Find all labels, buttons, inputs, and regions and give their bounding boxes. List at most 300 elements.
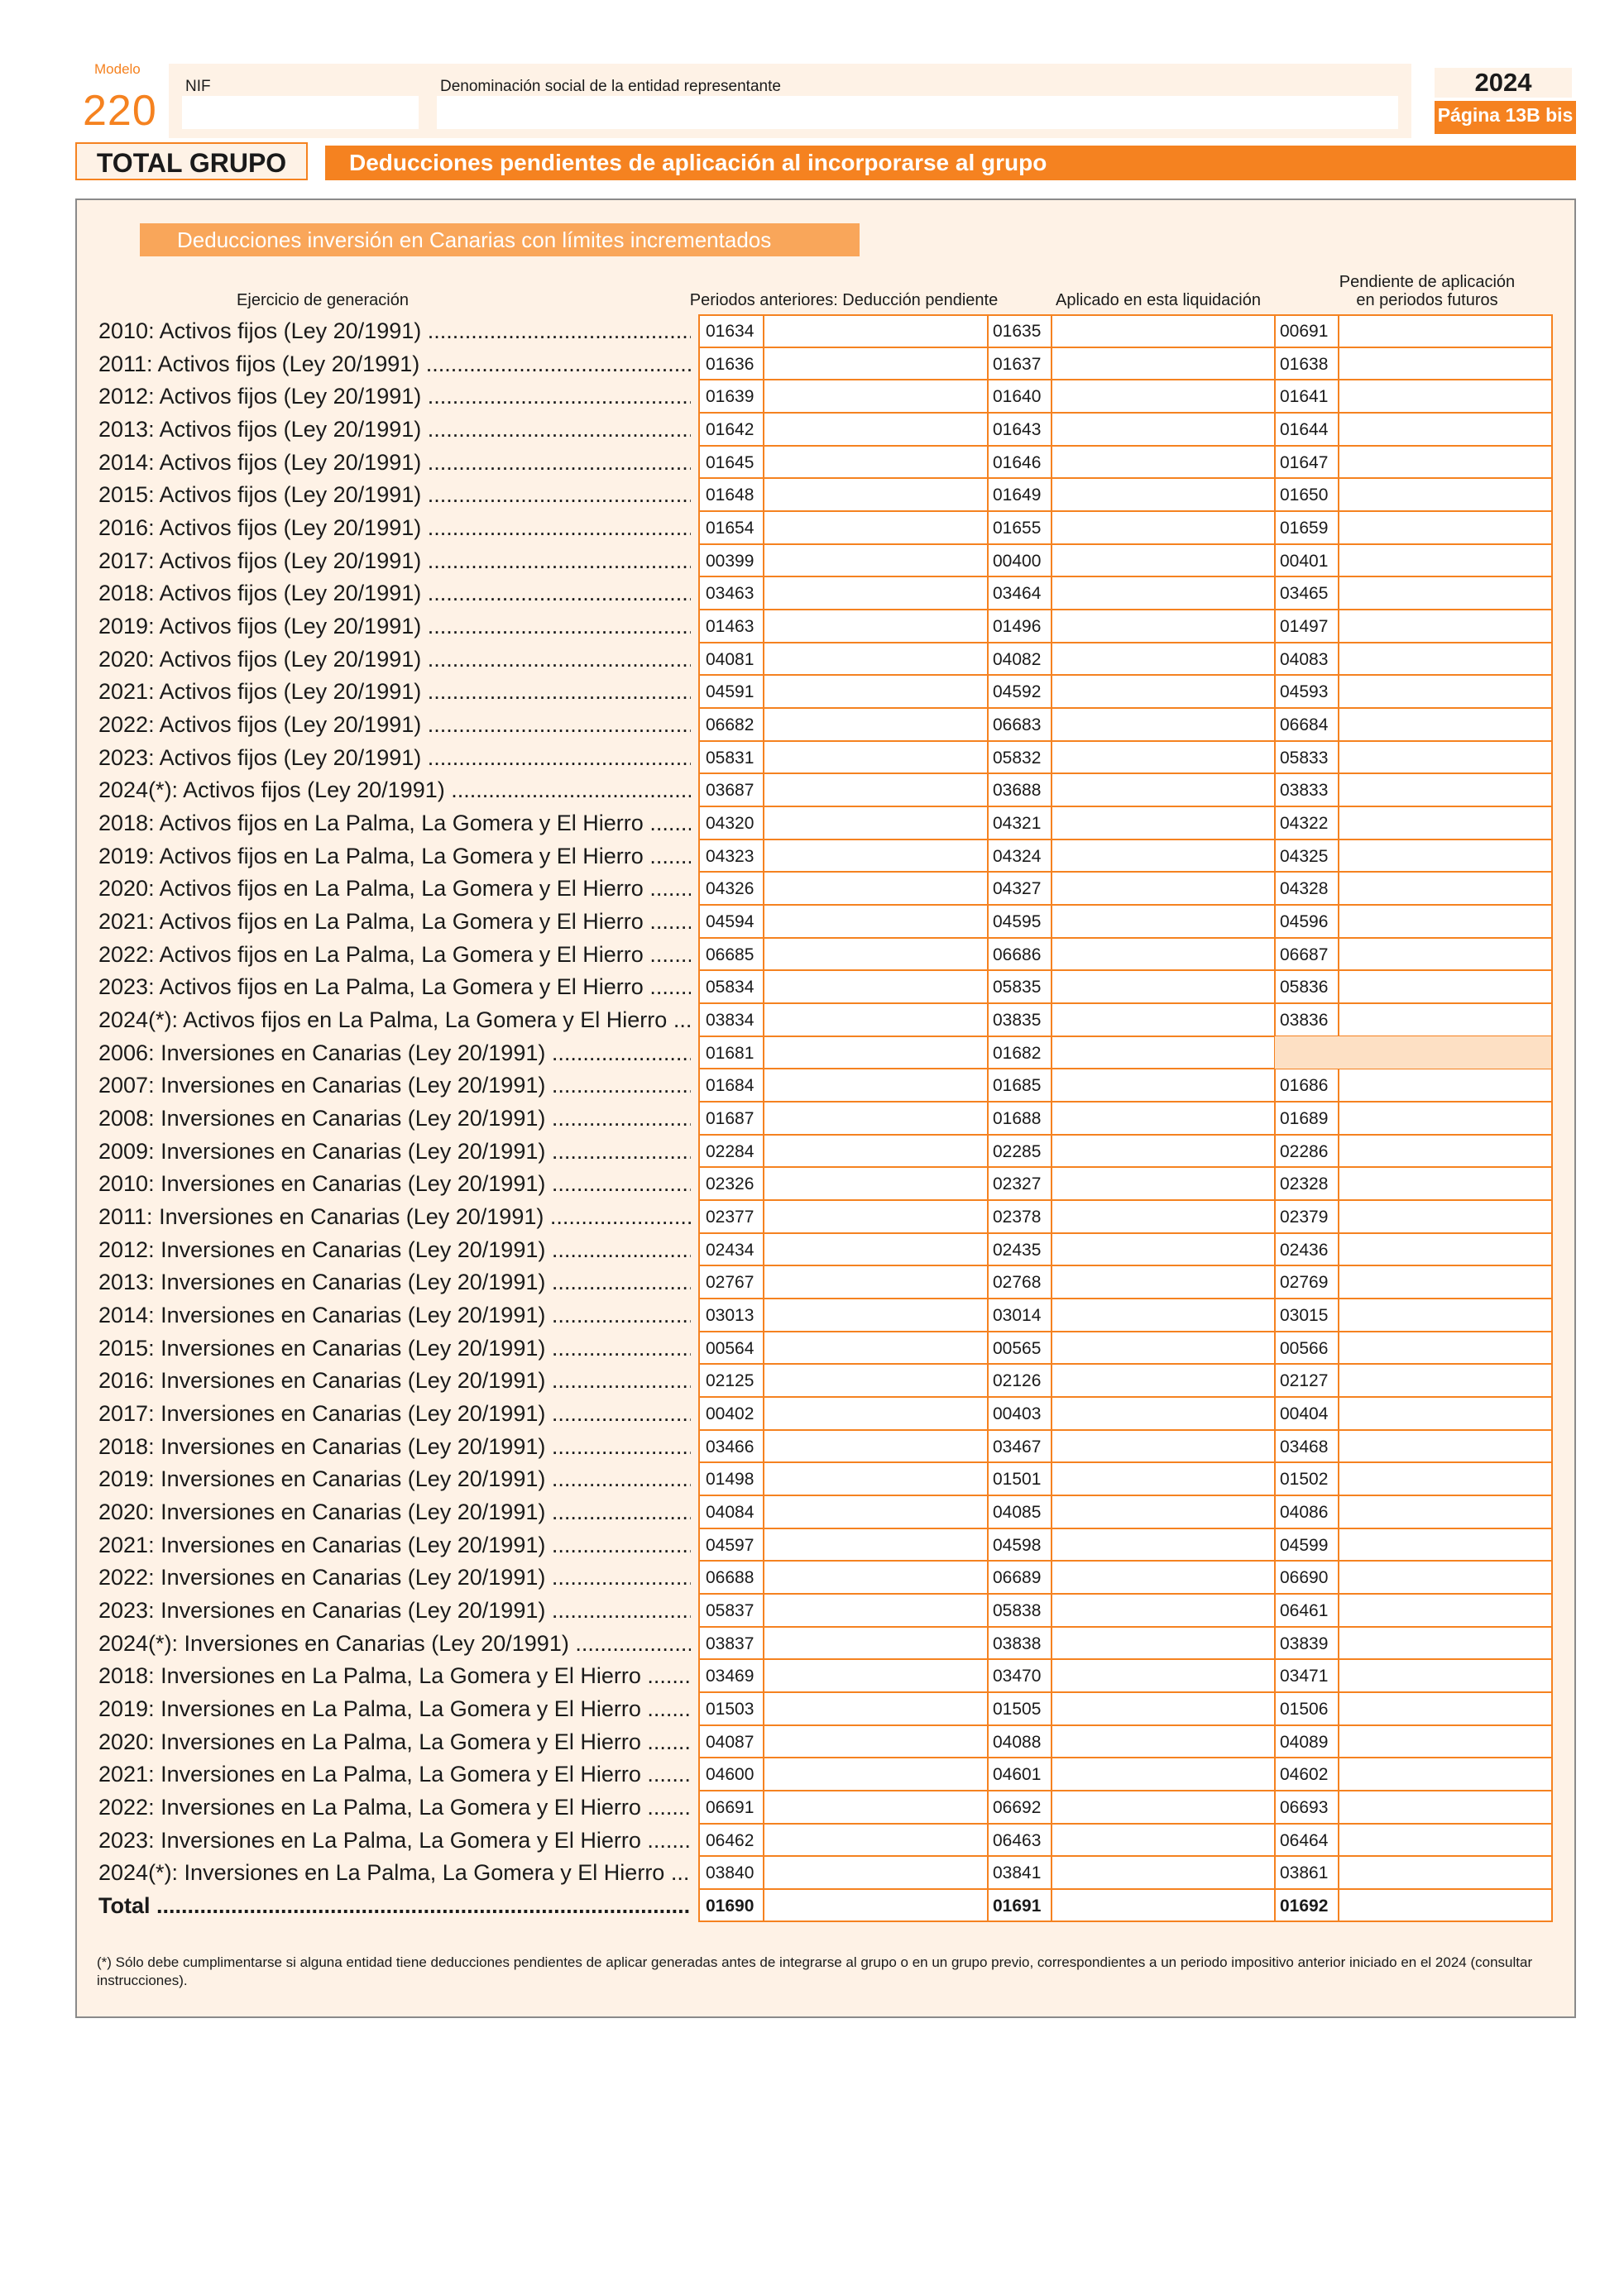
amount-field[interactable] [764, 1397, 986, 1428]
box-code: 02768 [993, 1273, 1042, 1292]
footnote: (*) Sólo debe cumplimentarse si alguna entidad tiene deducciones pendientes de aplicar generadas antes de integrarse al grupo o en un grupo previo, correspondientes a un periodo impositivo anterior iniciado en el 2024 (consultar instrucciones). [97, 1954, 1533, 1988]
amount-field[interactable] [1052, 1824, 1274, 1855]
amount-field[interactable] [1052, 1725, 1274, 1757]
amount-field[interactable] [1339, 1397, 1551, 1428]
box-code: 01692 [1280, 1897, 1329, 1916]
box-code: 01644 [1280, 420, 1329, 439]
row-label: 2015: Inversiones en Canarias (Ley 20/1991) ..... [98, 1335, 691, 1362]
box-code: 01505 [993, 1700, 1042, 1719]
amount-field[interactable] [1052, 1364, 1274, 1395]
box-code: 01497 [1280, 617, 1329, 636]
amount-field[interactable] [1339, 1102, 1551, 1133]
amount-field[interactable] [1339, 1528, 1551, 1560]
table-row [0, 446, 1624, 478]
box-code: 05831 [706, 749, 755, 768]
amount-field[interactable] [1339, 872, 1551, 903]
subsection-title: Deducciones inversión en Canarias con límites incrementados [177, 227, 772, 252]
amount-field[interactable] [1339, 1332, 1551, 1363]
amount-field[interactable] [1339, 741, 1551, 773]
box-code: 06462 [706, 1831, 755, 1850]
amount-field[interactable] [764, 446, 986, 477]
box-code: 01654 [706, 519, 755, 538]
row-label: 2013: Inversiones en Canarias (Ley 20/1991) ..... [98, 1269, 691, 1296]
box-code: 04325 [1280, 847, 1329, 866]
amount-field[interactable] [764, 576, 986, 608]
amount-field[interactable] [1339, 1299, 1551, 1330]
amount-field[interactable] [764, 1692, 986, 1724]
amount-field[interactable] [764, 544, 986, 576]
amount-field[interactable] [1052, 1594, 1274, 1625]
box-code: 00402 [706, 1404, 755, 1423]
amount-field[interactable] [764, 347, 986, 379]
amount-field[interactable] [1339, 576, 1551, 608]
box-code: 04082 [993, 650, 1042, 669]
row-label: 2010: Activos fijos (Ley 20/1991) ..... [98, 318, 691, 345]
table-row [0, 1594, 1624, 1626]
table-row [0, 1495, 1624, 1528]
box-code: 00401 [1280, 552, 1329, 571]
amount-field[interactable] [1052, 872, 1274, 903]
row-label: 2016: Activos fijos (Ley 20/1991) ..... [98, 514, 691, 542]
amount-field[interactable] [1339, 1069, 1551, 1100]
amount-field[interactable] [1052, 1495, 1274, 1527]
amount-field[interactable] [1052, 380, 1274, 411]
amount-field[interactable] [1052, 806, 1274, 838]
page-text: Página 13B bis [1437, 104, 1574, 126]
column-header-pendiente-line2: en periodos futuros [1356, 291, 1498, 309]
amount-field[interactable] [1052, 741, 1274, 773]
row-label: 2020: Activos fijos (Ley 20/1991) ..... [98, 646, 691, 673]
box-code: 03840 [706, 1863, 755, 1882]
amount-field[interactable] [1052, 544, 1274, 576]
amount-field[interactable] [1052, 576, 1274, 608]
amount-field[interactable] [764, 970, 986, 1002]
amount-field[interactable] [1052, 1167, 1274, 1198]
amount-field[interactable] [1052, 1135, 1274, 1166]
table-row [0, 1462, 1624, 1495]
amount-field[interactable] [1052, 938, 1274, 969]
box-code: 06685 [706, 945, 755, 964]
amount-field[interactable] [1052, 839, 1274, 871]
year-text: 2024 [1474, 68, 1532, 97]
amount-field[interactable] [1052, 478, 1274, 509]
column-header-aplicado: Aplicado en esta liquidación [1056, 291, 1261, 309]
table-row [0, 544, 1624, 576]
amount-field[interactable] [1339, 1889, 1551, 1921]
denominacion-label: Denominación social de la entidad representante [440, 78, 781, 95]
box-code: 01681 [706, 1044, 755, 1063]
box-code: 01635 [993, 322, 1042, 341]
amount-field[interactable] [1339, 446, 1551, 477]
box-code: 01691 [993, 1897, 1042, 1916]
amount-field[interactable] [764, 1233, 986, 1265]
box-code: 04081 [706, 650, 755, 669]
amount-field[interactable] [764, 1594, 986, 1625]
amount-field[interactable] [1339, 478, 1551, 509]
box-code: 01496 [993, 617, 1042, 636]
box-code: 02327 [993, 1174, 1042, 1193]
column-header-pendiente [1270, 273, 1584, 309]
amount-field[interactable] [1052, 905, 1274, 936]
amount-field[interactable] [764, 1495, 986, 1527]
amount-field[interactable] [1339, 1594, 1551, 1625]
total-grupo-title: TOTAL GRUPO [96, 148, 287, 178]
amount-field[interactable] [1339, 544, 1551, 576]
row-label: 2019: Activos fijos en La Palma, La Gomera y El Hierro ..... [98, 843, 691, 870]
box-code: 01506 [1280, 1700, 1329, 1719]
amount-field[interactable] [764, 773, 986, 805]
amount-field[interactable] [1339, 1200, 1551, 1232]
amount-field[interactable] [764, 1003, 986, 1035]
table-row [0, 1824, 1624, 1856]
amount-field[interactable] [764, 413, 986, 444]
amount-field[interactable] [764, 1167, 986, 1198]
nif-label: NIF [185, 78, 211, 95]
box-code: 01642 [706, 420, 755, 439]
amount-field[interactable] [764, 1102, 986, 1133]
amount-field[interactable] [764, 839, 986, 871]
amount-field[interactable] [764, 1856, 986, 1887]
row-label: 2017: Activos fijos (Ley 20/1991) ..... [98, 548, 691, 575]
amount-field[interactable] [1052, 1791, 1274, 1822]
box-code: 00565 [993, 1339, 1042, 1358]
table-row [0, 905, 1624, 937]
box-code: 03839 [1280, 1634, 1329, 1653]
amount-field[interactable] [1052, 347, 1274, 379]
amount-field[interactable] [764, 1528, 986, 1560]
box-code: 06683 [993, 715, 1042, 734]
amount-field[interactable] [1339, 1462, 1551, 1494]
row-label: 2022: Activos fijos en La Palma, La Gomera y El Hierro ..... [98, 941, 691, 969]
box-code: 01655 [993, 519, 1042, 538]
amount-field[interactable] [1339, 1003, 1551, 1035]
amount-field[interactable] [764, 1200, 986, 1232]
amount-field[interactable] [764, 1889, 986, 1921]
box-code: 03466 [706, 1437, 755, 1457]
box-code: 01682 [993, 1044, 1042, 1063]
amount-field[interactable] [1339, 970, 1551, 1002]
row-label: 2019: Inversiones en Canarias (Ley 20/1991) ..... [98, 1466, 691, 1493]
amount-field[interactable] [1339, 1824, 1551, 1855]
row-label: 2007: Inversiones en Canarias (Ley 20/1991) ..... [98, 1072, 691, 1099]
table-row [0, 839, 1624, 872]
amount-field[interactable] [764, 806, 986, 838]
amount-field[interactable] [764, 1265, 986, 1297]
amount-field[interactable] [764, 380, 986, 411]
amount-field[interactable] [764, 872, 986, 903]
table-row [0, 1299, 1624, 1331]
amount-field[interactable] [1339, 1627, 1551, 1658]
amount-field[interactable] [764, 1659, 986, 1691]
amount-field[interactable] [764, 675, 986, 706]
amount-field[interactable] [1339, 1364, 1551, 1395]
table-row [0, 1233, 1624, 1265]
table-row [0, 1659, 1624, 1691]
amount-field[interactable] [764, 741, 986, 773]
amount-field[interactable] [1052, 1856, 1274, 1887]
amount-field[interactable] [1339, 806, 1551, 838]
box-code: 06690 [1280, 1568, 1329, 1587]
section-title: Deducciones pendientes de aplicación al incorporarse al grupo [349, 150, 1047, 175]
box-code: 03838 [993, 1634, 1042, 1653]
row-label: 2019: Inversiones en La Palma, La Gomera y El Hierro ..... [98, 1696, 691, 1723]
box-code: 06687 [1280, 945, 1329, 964]
amount-field[interactable] [1339, 610, 1551, 641]
row-label: 2023: Activos fijos en La Palma, La Gomera y El Hierro ..... [98, 973, 691, 1001]
amount-field[interactable] [1339, 938, 1551, 969]
amount-field[interactable] [764, 905, 986, 936]
amount-field[interactable] [764, 314, 986, 346]
table-row [0, 1758, 1624, 1790]
box-code: 04083 [1280, 650, 1329, 669]
box-code: 06692 [993, 1798, 1042, 1817]
box-code: 02435 [993, 1241, 1042, 1260]
box-code: 00564 [706, 1339, 755, 1358]
box-code: 04598 [993, 1536, 1042, 1555]
amount-field[interactable] [1339, 773, 1551, 805]
box-code: 01643 [993, 420, 1042, 439]
amount-field[interactable] [1339, 1135, 1551, 1166]
box-code: 04591 [706, 682, 755, 701]
amount-field[interactable] [1052, 970, 1274, 1002]
amount-field[interactable] [1052, 1462, 1274, 1494]
nif-field[interactable] [182, 96, 419, 129]
amount-field[interactable] [764, 1332, 986, 1363]
box-code: 04326 [706, 879, 755, 898]
modelo-label: Modelo [94, 61, 141, 77]
amount-field[interactable] [1052, 1102, 1274, 1133]
amount-field[interactable] [764, 1364, 986, 1395]
amount-field[interactable] [1052, 1889, 1274, 1921]
box-code: 02378 [993, 1208, 1042, 1227]
amount-field[interactable] [764, 1561, 986, 1592]
amount-field[interactable] [1052, 675, 1274, 706]
row-label: 2016: Inversiones en Canarias (Ley 20/1991) ..... [98, 1367, 691, 1394]
amount-field[interactable] [1052, 413, 1274, 444]
amount-field[interactable] [764, 478, 986, 509]
amount-field[interactable] [1339, 643, 1551, 674]
amount-field[interactable] [1339, 1725, 1551, 1757]
box-code: 03841 [993, 1863, 1042, 1882]
table-row [0, 708, 1624, 740]
box-code: 00566 [1280, 1339, 1329, 1358]
amount-field[interactable] [1339, 511, 1551, 543]
box-code: 03465 [1280, 584, 1329, 603]
table-row [0, 1528, 1624, 1561]
box-code: 06682 [706, 715, 755, 734]
amount-field[interactable] [1339, 1265, 1551, 1297]
amount-field[interactable] [1339, 1167, 1551, 1198]
row-label: 2018: Inversiones en La Palma, La Gomera y El Hierro ..... [98, 1662, 691, 1690]
row-label: 2021: Inversiones en La Palma, La Gomera y El Hierro ..... [98, 1761, 691, 1788]
amount-field[interactable] [1052, 1200, 1274, 1232]
amount-field[interactable] [1339, 1659, 1551, 1691]
amount-field[interactable] [1052, 1561, 1274, 1592]
box-code: 04088 [993, 1733, 1042, 1752]
amount-field[interactable] [764, 610, 986, 641]
table-row [0, 314, 1624, 347]
table-row [0, 1364, 1624, 1396]
amount-field[interactable] [1052, 314, 1274, 346]
box-code: 04594 [706, 912, 755, 931]
amount-field[interactable] [764, 1462, 986, 1494]
table-row [0, 1692, 1624, 1724]
denominacion-field[interactable] [437, 96, 1398, 129]
amount-field[interactable] [1052, 1265, 1274, 1297]
row-label: Total ..... [98, 1892, 691, 1920]
amount-field[interactable] [1052, 1036, 1274, 1068]
box-code: 05835 [993, 978, 1042, 997]
box-code: 00403 [993, 1404, 1042, 1423]
table-row [0, 380, 1624, 412]
amount-field[interactable] [1052, 1069, 1274, 1100]
amount-field[interactable] [1052, 1233, 1274, 1265]
row-label: 2014: Activos fijos (Ley 20/1991) ..... [98, 449, 691, 476]
amount-field[interactable] [764, 1299, 986, 1330]
modelo-number: 220 [83, 87, 157, 135]
amount-field[interactable] [764, 511, 986, 543]
amount-field[interactable] [764, 1627, 986, 1658]
row-label: 2023: Inversiones en La Palma, La Gomera y El Hierro ..... [98, 1827, 691, 1854]
amount-field[interactable] [1052, 1528, 1274, 1560]
box-code: 04327 [993, 879, 1042, 898]
amount-field[interactable] [764, 708, 986, 739]
table-row [0, 478, 1624, 510]
amount-field[interactable] [1339, 1495, 1551, 1527]
box-code: 02126 [993, 1371, 1042, 1390]
box-code: 03013 [706, 1306, 755, 1325]
box-code: 04324 [993, 847, 1042, 866]
amount-field[interactable] [1052, 708, 1274, 739]
amount-field[interactable] [1339, 380, 1551, 411]
box-code: 01463 [706, 617, 755, 636]
row-label: 2024(*): Activos fijos en La Palma, La Gomera y El Hierro ..... [98, 1007, 691, 1034]
box-code: 06688 [706, 1568, 755, 1587]
amount-field[interactable] [1052, 610, 1274, 641]
amount-field[interactable] [1052, 643, 1274, 674]
box-code: 01647 [1280, 453, 1329, 472]
box-code: 04320 [706, 814, 755, 833]
box-code: 04593 [1280, 682, 1329, 701]
box-code: 06463 [993, 1831, 1042, 1850]
table-row [0, 1430, 1624, 1462]
amount-field[interactable] [1052, 773, 1274, 805]
box-code: 02328 [1280, 1174, 1329, 1193]
amount-field[interactable] [1339, 1430, 1551, 1461]
amount-field[interactable] [1339, 1233, 1551, 1265]
box-code: 04089 [1280, 1733, 1329, 1752]
row-label: 2022: Inversiones en La Palma, La Gomera y El Hierro ..... [98, 1794, 691, 1821]
amount-field[interactable] [1052, 1397, 1274, 1428]
amount-field[interactable] [1052, 511, 1274, 543]
amount-field[interactable] [764, 1791, 986, 1822]
row-label: 2009: Inversiones en Canarias (Ley 20/1991) ..... [98, 1138, 691, 1165]
table-row [0, 1167, 1624, 1199]
row-label: 2017: Inversiones en Canarias (Ley 20/1991) ..... [98, 1400, 691, 1428]
box-code: 04085 [993, 1503, 1042, 1522]
amount-field[interactable] [1339, 1561, 1551, 1592]
amount-field[interactable] [1052, 1659, 1274, 1691]
table-row [0, 1397, 1624, 1429]
table-row [0, 413, 1624, 445]
row-label: 2011: Activos fijos (Ley 20/1991) ..... [98, 351, 691, 378]
box-code: 01687 [706, 1109, 755, 1128]
row-label: 2023: Inversiones en Canarias (Ley 20/1991) ..... [98, 1597, 691, 1624]
amount-field[interactable] [1339, 347, 1551, 379]
table-row [0, 741, 1624, 773]
column-header-pendiente-line1: Pendiente de aplicación [1339, 273, 1516, 291]
row-label: 2018: Inversiones en Canarias (Ley 20/1991) ..... [98, 1433, 691, 1461]
row-label: 2008: Inversiones en Canarias (Ley 20/1991) ..... [98, 1105, 691, 1132]
amount-field[interactable] [1052, 1627, 1274, 1658]
box-code: 01684 [706, 1076, 755, 1095]
box-code: 04084 [706, 1503, 755, 1522]
amount-field[interactable] [1339, 1856, 1551, 1887]
amount-field[interactable] [764, 1036, 986, 1068]
table-row [0, 1332, 1624, 1364]
box-code: 05832 [993, 749, 1042, 768]
box-code: 00691 [1280, 322, 1329, 341]
amount-field[interactable] [764, 1135, 986, 1166]
table-row [0, 1003, 1624, 1036]
box-code: 01637 [993, 355, 1042, 374]
amount-field[interactable] [1052, 446, 1274, 477]
box-code: 01502 [1280, 1470, 1329, 1489]
box-code: 02326 [706, 1174, 755, 1193]
amount-field[interactable] [1052, 1692, 1274, 1724]
box-code: 03469 [706, 1667, 755, 1686]
box-code: 00400 [993, 552, 1042, 571]
box-code: 03464 [993, 584, 1042, 603]
amount-field[interactable] [1339, 1692, 1551, 1724]
amount-field[interactable] [1339, 1758, 1551, 1789]
box-code: 04601 [993, 1765, 1042, 1784]
row-label: 2014: Inversiones en Canarias (Ley 20/1991) ..... [98, 1302, 691, 1329]
column-header-ejercicio: Ejercicio de generación [237, 291, 409, 309]
amount-field[interactable] [764, 1725, 986, 1757]
amount-field[interactable] [1339, 905, 1551, 936]
amount-field[interactable] [1339, 413, 1551, 444]
amount-field[interactable] [764, 643, 986, 674]
amount-field[interactable] [1339, 708, 1551, 739]
amount-field[interactable] [1052, 1299, 1274, 1330]
box-code: 05834 [706, 978, 755, 997]
row-label: 2020: Inversiones en La Palma, La Gomera y El Hierro ..... [98, 1729, 691, 1756]
amount-field[interactable] [764, 1430, 986, 1461]
table-row [0, 970, 1624, 1002]
amount-field[interactable] [1339, 839, 1551, 871]
amount-field[interactable] [764, 1758, 986, 1789]
box-code: 01645 [706, 453, 755, 472]
box-code: 01503 [706, 1700, 755, 1719]
box-code: 04602 [1280, 1765, 1329, 1784]
amount-field[interactable] [1339, 1791, 1551, 1822]
amount-field[interactable] [1052, 1758, 1274, 1789]
table-row [0, 1069, 1624, 1101]
row-label: 2011: Inversiones en Canarias (Ley 20/1991) ..... [98, 1203, 691, 1231]
amount-field[interactable] [764, 1069, 986, 1100]
box-code: 04087 [706, 1733, 755, 1752]
row-label: 2023: Activos fijos (Ley 20/1991) ..... [98, 744, 691, 772]
amount-field[interactable] [1052, 1003, 1274, 1035]
amount-field[interactable] [1052, 1332, 1274, 1363]
row-label: 2020: Inversiones en Canarias (Ley 20/1991) ..... [98, 1499, 691, 1526]
amount-field[interactable] [764, 1824, 986, 1855]
amount-field[interactable] [1339, 314, 1551, 346]
amount-field[interactable] [1339, 675, 1551, 706]
amount-field[interactable] [764, 938, 986, 969]
amount-field[interactable] [1052, 1430, 1274, 1461]
